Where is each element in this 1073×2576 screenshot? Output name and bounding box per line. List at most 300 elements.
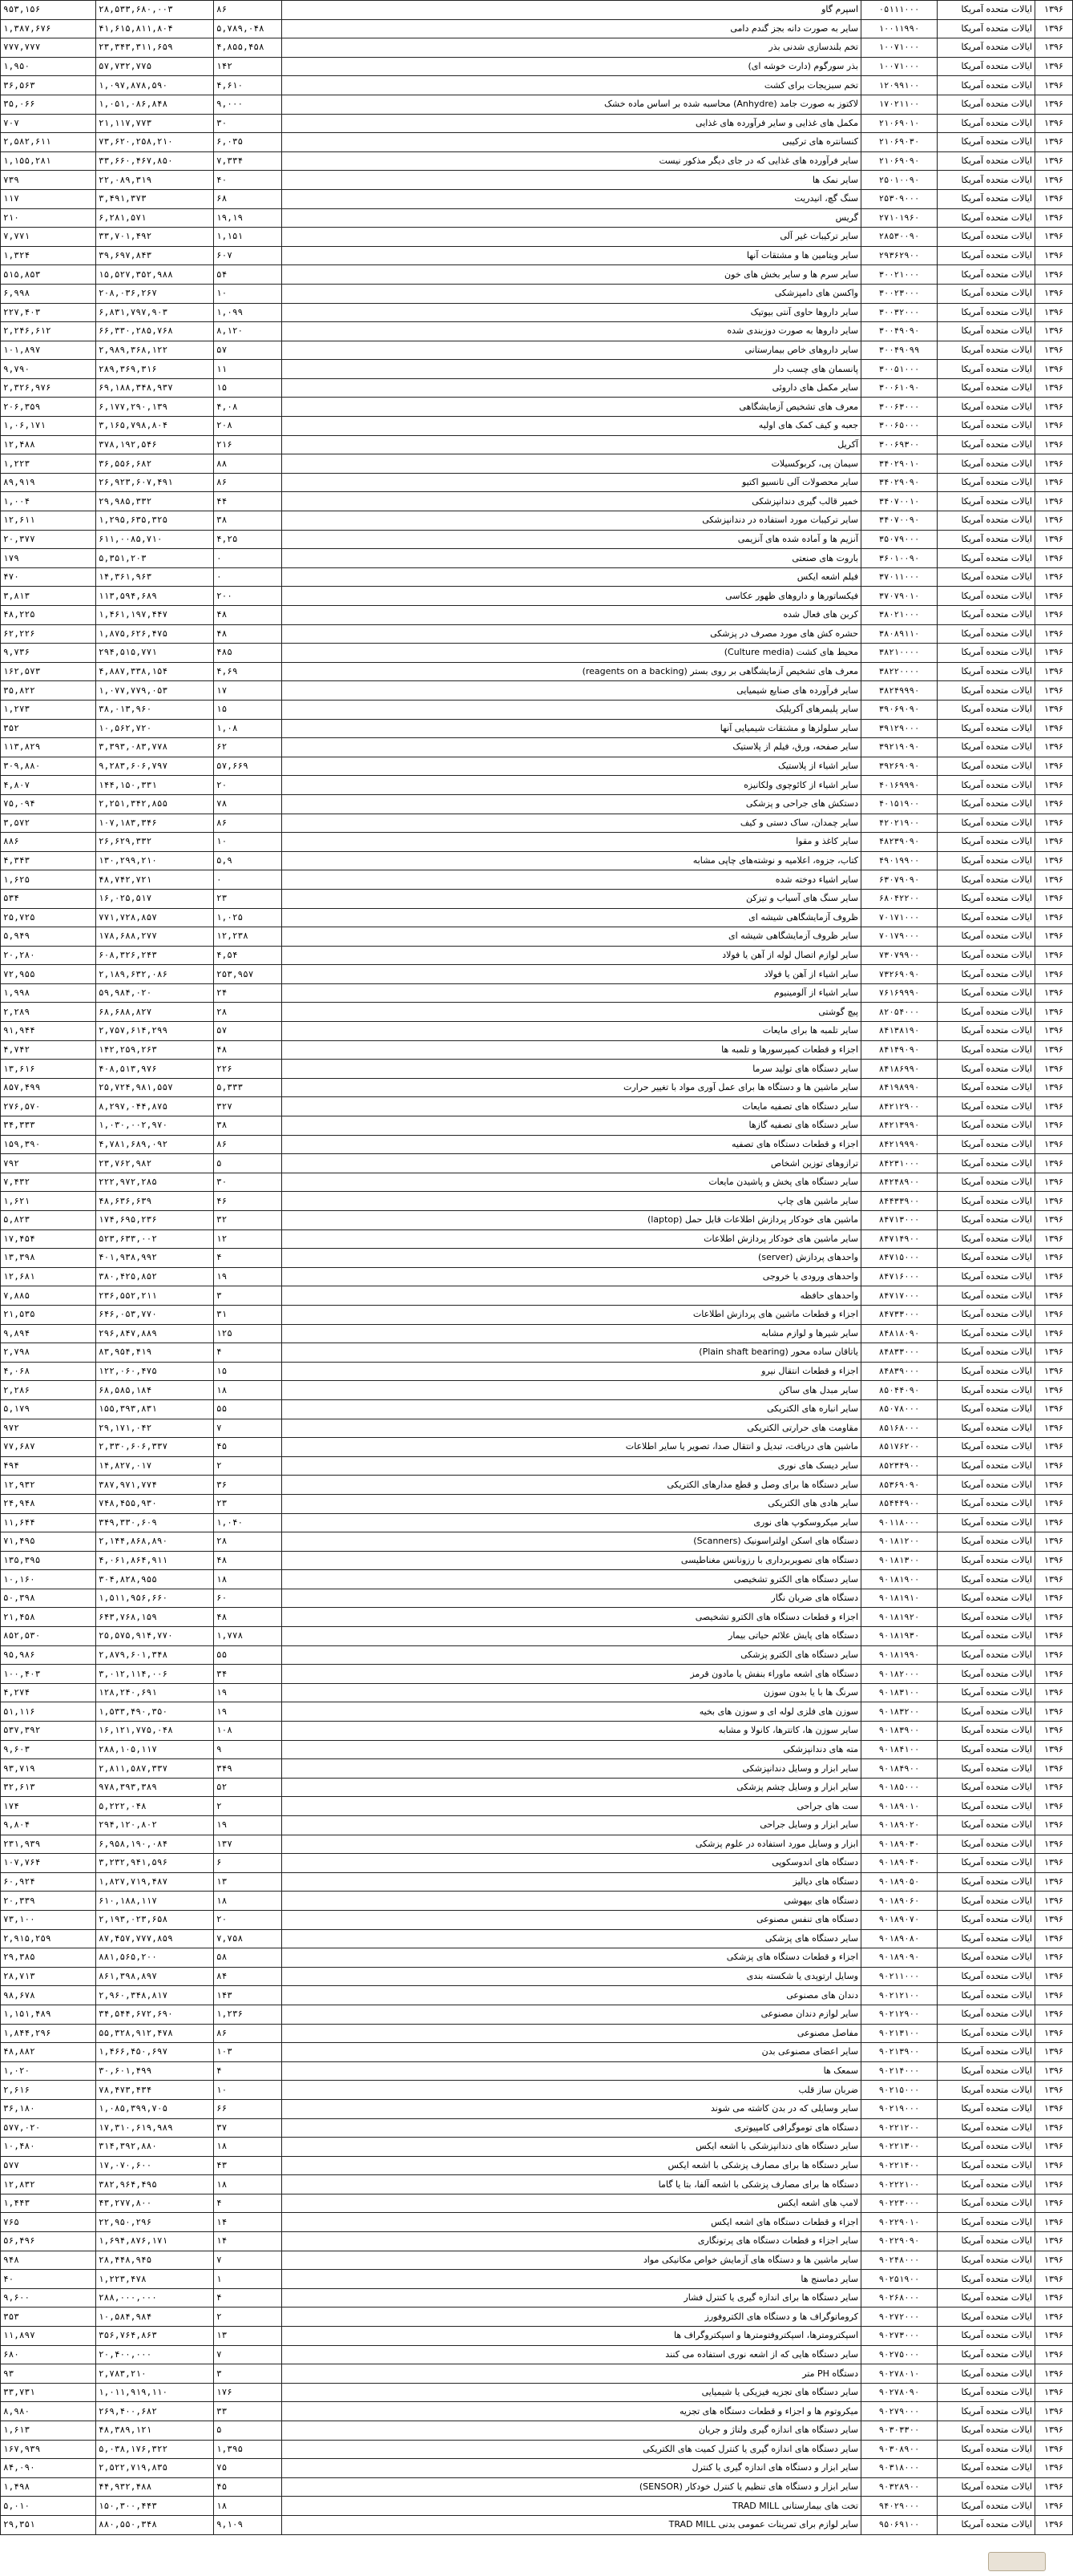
cell-value-rial[interactable]: ۲۵,۷۲۴,۹۸۱,۵۵۷ (96, 1078, 214, 1097)
cell-value-usd[interactable]: ۴,۷۴۲ (1, 1040, 96, 1060)
cell-weight[interactable]: ۲۰ (214, 776, 282, 795)
cell-description[interactable]: پانسمان های چسب دار (282, 360, 861, 379)
cell-year[interactable]: ۱۳۹۶ (1035, 2383, 1073, 2402)
cell-country[interactable]: ایالات متحده آمریکا (938, 1229, 1035, 1249)
cell-country[interactable]: ایالات متحده آمریکا (938, 1040, 1035, 1060)
cell-description[interactable]: لامپ های اشعه ایکس (282, 2194, 861, 2213)
cell-description[interactable]: سایر دستگاه ها برای اندازه گیری یا کنترل فشار (282, 2288, 861, 2307)
cell-weight[interactable]: ۱۸ (214, 1381, 282, 1400)
cell-description[interactable]: معرف های تشخیص آزمایشگاهی بر روی بستر (reagents on a backing) (282, 662, 861, 681)
cell-year[interactable]: ۱۳۹۶ (1035, 1513, 1073, 1532)
cell-weight[interactable]: ۱۵ (214, 378, 282, 398)
cell-year[interactable]: ۱۳۹۶ (1035, 2251, 1073, 2270)
cell-year[interactable]: ۱۳۹۶ (1035, 341, 1073, 360)
cell-value-usd[interactable]: ۵۰,۳۹۸ (1, 1589, 96, 1608)
cell-value-usd[interactable]: ۲۰۶,۳۵۹ (1, 398, 96, 417)
cell-country[interactable]: ایالات متحده آمریکا (938, 1967, 1035, 1986)
cell-tariff-code[interactable]: ۹۰۱۸۲۰۰۰ (861, 1665, 938, 1684)
cell-weight[interactable]: ۴۸۵ (214, 644, 282, 663)
cell-country[interactable]: ایالات متحده آمریکا (938, 870, 1035, 890)
cell-weight[interactable]: ۱,۲۳۶ (214, 2005, 282, 2024)
cell-value-rial[interactable]: ۸۸۰,۵۵۰,۳۴۸ (96, 2515, 214, 2534)
cell-tariff-code[interactable]: ۳۸۰۲۱۰۰۰ (861, 606, 938, 625)
cell-weight[interactable]: ۱۴ (214, 2213, 282, 2232)
cell-description[interactable]: حشره کش های مورد مصرف در پزشکی (282, 624, 861, 644)
cell-year[interactable]: ۱۳۹۶ (1035, 814, 1073, 833)
cell-description[interactable]: سایر ماشین ها و دستگاه های آزمایش خواص مکانیکی مواد (282, 2251, 861, 2270)
cell-year[interactable]: ۱۳۹۶ (1035, 1665, 1073, 1684)
cell-tariff-code[interactable]: ۸۴۸۱۸۰۹۰ (861, 1324, 938, 1343)
cell-country[interactable]: ایالات متحده آمریکا (938, 1419, 1035, 1438)
cell-weight[interactable]: ۴,۶۱۰ (214, 76, 282, 95)
cell-description[interactable]: سایر ابزار و وسایل چشم پزشکی (282, 1778, 861, 1797)
cell-year[interactable]: ۱۳۹۶ (1035, 1305, 1073, 1324)
cell-tariff-code[interactable]: ۹۰۲۶۸۰۰۰ (861, 2288, 938, 2307)
cell-tariff-code[interactable]: ۹۰۲۱۲۱۰۰ (861, 1986, 938, 2005)
cell-description[interactable]: اجزاء و قطعات دستگاه های الکترو تشخیصی (282, 1608, 861, 1627)
cell-tariff-code[interactable]: ۱۲۰۹۹۱۰۰ (861, 76, 938, 95)
cell-description[interactable]: فیلم اشعه ایکس (282, 567, 861, 587)
cell-value-usd[interactable]: ۱,۹۹۸ (1, 983, 96, 1003)
cell-weight[interactable]: ۳۴۹ (214, 1759, 282, 1779)
cell-weight[interactable]: ۱۴ (214, 2232, 282, 2251)
cell-value-rial[interactable]: ۱۴,۸۲۷,۰۱۷ (96, 1456, 214, 1476)
cell-value-usd[interactable]: ۷۵,۰۹۴ (1, 794, 96, 814)
cell-value-usd[interactable]: ۱,۶۱۳ (1, 2421, 96, 2441)
cell-year[interactable]: ۱۳۹۶ (1035, 1645, 1073, 1665)
cell-value-usd[interactable]: ۱۶۲,۵۷۳ (1, 662, 96, 681)
cell-description[interactable]: تخت های بیمارستانی TRAD MILL (282, 2497, 861, 2516)
cell-description[interactable]: باروت های صنعتی (282, 549, 861, 568)
cell-description[interactable]: سایر دستگاه های الکترو تشخیصی (282, 1570, 861, 1589)
cell-description[interactable]: سایر فرآورده های غذایی که در جای دیگر مذکور نیست (282, 151, 861, 171)
cell-weight[interactable]: ۳۱ (214, 1305, 282, 1324)
cell-weight[interactable]: ۱۸ (214, 2175, 282, 2194)
cell-year[interactable]: ۱۳۹۶ (1035, 2307, 1073, 2327)
cell-tariff-code[interactable]: ۹۰۲۲۲۱۰۰ (861, 2175, 938, 2194)
cell-value-usd[interactable]: ۶,۹۹۸ (1, 284, 96, 303)
cell-value-rial[interactable]: ۳,۰۱۲,۱۱۴,۰۰۶ (96, 1665, 214, 1684)
cell-value-rial[interactable]: ۱۷۴,۶۹۵,۲۳۶ (96, 1211, 214, 1230)
cell-value-usd[interactable]: ۱,۶۲۵ (1, 870, 96, 890)
cell-year[interactable]: ۱۳۹۶ (1035, 1078, 1073, 1097)
cell-weight[interactable]: ۵۷ (214, 341, 282, 360)
cell-description[interactable]: ماشین های دریافت، تبدیل و انتقال صدا، تصویر یا سایر اطلاعات (282, 1438, 861, 1457)
cell-weight[interactable]: ۱۲ (214, 1229, 282, 1249)
cell-description[interactable]: دستگاه های دیالیز (282, 1872, 861, 1892)
cell-value-rial[interactable]: ۲۳,۳۴۳,۳۱۱,۶۵۹ (96, 38, 214, 58)
cell-year[interactable]: ۱۳۹۶ (1035, 794, 1073, 814)
cell-tariff-code[interactable]: ۳۷۰۷۹۰۱۰ (861, 587, 938, 606)
cell-value-rial[interactable]: ۲,۹۸۹,۳۶۸,۱۲۲ (96, 341, 214, 360)
cell-country[interactable]: ایالات متحده آمریکا (938, 965, 1035, 984)
cell-weight[interactable]: ۲۳ (214, 889, 282, 908)
cell-value-usd[interactable]: ۲۰,۳۳۹ (1, 1892, 96, 1911)
cell-value-rial[interactable]: ۱۵۵,۳۹۳,۸۳۱ (96, 1399, 214, 1419)
cell-country[interactable]: ایالات متحده آمریکا (938, 1135, 1035, 1154)
cell-tariff-code[interactable]: ۳۴۰۷۰۰۱۰ (861, 492, 938, 511)
cell-value-rial[interactable]: ۱,۰۹۷,۸۷۸,۵۹۰ (96, 76, 214, 95)
cell-weight[interactable]: ۱۳۷ (214, 1835, 282, 1854)
cell-weight[interactable]: ۱۲,۲۳۸ (214, 927, 282, 947)
cell-value-rial[interactable]: ۲۲,۹۵۰,۲۹۶ (96, 2213, 214, 2232)
cell-description[interactable]: ترازوهای توزین اشخاص (282, 1154, 861, 1173)
cell-description[interactable]: سایر لوازم دندان مصنوعی (282, 2005, 861, 2024)
cell-tariff-code[interactable]: ۹۰۱۱۸۰۰۰ (861, 1513, 938, 1532)
cell-country[interactable]: ایالات متحده آمریکا (938, 851, 1035, 870)
cell-value-rial[interactable]: ۱۴,۳۶۱,۹۶۳ (96, 567, 214, 587)
cell-value-usd[interactable]: ۱۷۹ (1, 549, 96, 568)
cell-description[interactable]: آنزیم ها و آماده شده های آنزیمی (282, 530, 861, 549)
cell-description[interactable]: سایر اشیاء از پلاستیک (282, 757, 861, 776)
cell-weight[interactable]: ۴۶ (214, 1192, 282, 1211)
cell-year[interactable]: ۱۳۹۶ (1035, 606, 1073, 625)
cell-country[interactable]: ایالات متحده آمریکا (938, 700, 1035, 719)
cell-description[interactable]: واکسن های دامپزشکی (282, 284, 861, 303)
cell-tariff-code[interactable]: ۹۰۱۸۹۰۶۰ (861, 1892, 938, 1911)
cell-value-usd[interactable]: ۹,۶۰۰ (1, 2288, 96, 2307)
cell-country[interactable]: ایالات متحده آمریکا (938, 1740, 1035, 1759)
cell-country[interactable]: ایالات متحده آمریکا (938, 662, 1035, 681)
cell-value-usd[interactable]: ۱,۱۵۵,۲۸۱ (1, 151, 96, 171)
cell-country[interactable]: ایالات متحده آمریکا (938, 2081, 1035, 2100)
cell-description[interactable]: سایر هادی های الکتریکی (282, 1494, 861, 1513)
cell-value-rial[interactable]: ۷۸,۴۷۳,۴۳۴ (96, 2081, 214, 2100)
cell-tariff-code[interactable]: ۸۵۰۷۸۰۰۰ (861, 1399, 938, 1419)
cell-value-usd[interactable]: ۲۵,۷۲۵ (1, 908, 96, 927)
cell-value-rial[interactable]: ۸۶۱,۳۹۸,۸۹۷ (96, 1967, 214, 1986)
cell-weight[interactable]: ۵,۹ (214, 851, 282, 870)
cell-tariff-code[interactable]: ۳۶۰۱۰۰۹۰ (861, 549, 938, 568)
cell-value-rial[interactable]: ۶۸,۶۸۸,۸۲۷ (96, 1003, 214, 1022)
cell-year[interactable]: ۱۳۹۶ (1035, 1759, 1073, 1779)
cell-country[interactable]: ایالات متحده آمریکا (938, 1948, 1035, 1968)
cell-value-rial[interactable]: ۴۰۱,۹۳۸,۹۹۲ (96, 1249, 214, 1268)
cell-country[interactable]: ایالات متحده آمریکا (938, 2459, 1035, 2478)
cell-tariff-code[interactable]: ۹۰۲۲۳۰۰۰ (861, 2194, 938, 2213)
cell-value-usd[interactable]: ۲,۷۹۸ (1, 1343, 96, 1363)
cell-year[interactable]: ۱۳۹۶ (1035, 171, 1073, 190)
cell-country[interactable]: ایالات متحده آمریکا (938, 2043, 1035, 2062)
cell-value-usd[interactable]: ۹۳,۷۱۹ (1, 1759, 96, 1779)
cell-tariff-code[interactable]: ۸۴۴۳۳۹۰۰ (861, 1192, 938, 1211)
cell-value-usd[interactable]: ۲,۶۱۶ (1, 2081, 96, 2100)
cell-country[interactable]: ایالات متحده آمریکا (938, 1778, 1035, 1797)
cell-tariff-code[interactable]: ۸۴۱۹۸۹۹۰ (861, 1078, 938, 1097)
cell-country[interactable]: ایالات متحده آمریکا (938, 2156, 1035, 2175)
cell-value-usd[interactable]: ۷۰۷ (1, 114, 96, 133)
cell-value-rial[interactable]: ۲۶,۹۲۳,۶۰۷,۴۹۱ (96, 473, 214, 492)
cell-description[interactable]: مته های دندانپزشکی (282, 1740, 861, 1759)
cell-value-usd[interactable]: ۴,۳۴۳ (1, 851, 96, 870)
cell-weight[interactable]: ۲ (214, 1456, 282, 1476)
cell-description[interactable]: ماشین های خودکار پردازش اطلاعات قابل حمل (laptop) (282, 1211, 861, 1230)
cell-value-rial[interactable]: ۱۴۴,۱۵۰,۳۳۱ (96, 776, 214, 795)
cell-value-rial[interactable]: ۲۳۶,۵۵۲,۲۱۱ (96, 1286, 214, 1306)
cell-tariff-code[interactable]: ۹۰۳۲۸۹۰۰ (861, 2477, 938, 2497)
cell-value-usd[interactable]: ۷۱,۴۹۵ (1, 1532, 96, 1552)
cell-weight[interactable]: ۶۰ (214, 1589, 282, 1608)
cell-weight[interactable]: ۵۵ (214, 1645, 282, 1665)
cell-value-usd[interactable]: ۱۵۹,۳۹۰ (1, 1135, 96, 1154)
cell-value-usd[interactable]: ۸۵۷,۴۹۹ (1, 1078, 96, 1097)
cell-country[interactable]: ایالات متحده آمریکا (938, 946, 1035, 965)
cell-tariff-code[interactable]: ۹۰۱۸۳۱۰۰ (861, 1683, 938, 1702)
cell-description[interactable]: اسپکترومترها، اسپکتروفتومترها و اسپکتروگراف ها (282, 2327, 861, 2346)
cell-country[interactable]: ایالات متحده آمریکا (938, 19, 1035, 38)
cell-tariff-code[interactable]: ۸۴۷۱۵۰۰۰ (861, 1249, 938, 1268)
cell-value-rial[interactable]: ۳۸۷,۹۷۱,۷۷۴ (96, 1476, 214, 1495)
cell-weight[interactable]: ۹,۰۰۰ (214, 95, 282, 114)
cell-year[interactable]: ۱۳۹۶ (1035, 208, 1073, 228)
cell-country[interactable]: ایالات متحده آمریکا (938, 833, 1035, 852)
cell-value-usd[interactable]: ۱۳,۳۹۸ (1, 1249, 96, 1268)
cell-value-usd[interactable]: ۲۱۰ (1, 208, 96, 228)
cell-tariff-code[interactable]: ۹۵۰۶۹۱۰۰ (861, 2515, 938, 2534)
cell-value-rial[interactable]: ۱۴۲,۲۵۹,۲۶۳ (96, 1040, 214, 1060)
cell-tariff-code[interactable]: ۹۰۳۰۳۳۰۰ (861, 2421, 938, 2441)
cell-year[interactable]: ۱۳۹۶ (1035, 2515, 1073, 2534)
cell-description[interactable]: سایر داروها به صورت دوزبندی شده (282, 322, 861, 341)
cell-tariff-code[interactable]: ۲۱۰۶۹۰۳۰ (861, 133, 938, 152)
cell-weight[interactable]: ۱,۰۸ (214, 719, 282, 738)
cell-weight[interactable]: ۵,۳۳۳ (214, 1078, 282, 1097)
cell-tariff-code[interactable]: ۹۰۱۸۹۰۱۰ (861, 1797, 938, 1816)
cell-description[interactable]: اجزاء و قطعات دستگاه های اشعه ایکس (282, 2213, 861, 2232)
cell-year[interactable]: ۱۳۹۶ (1035, 908, 1073, 927)
cell-weight[interactable]: ۹ (214, 1740, 282, 1759)
cell-year[interactable]: ۱۳۹۶ (1035, 1343, 1073, 1363)
cell-year[interactable]: ۱۳۹۶ (1035, 1683, 1073, 1702)
cell-tariff-code[interactable]: ۸۴۱۳۸۱۹۰ (861, 1022, 938, 1041)
cell-weight[interactable]: ۵ (214, 1154, 282, 1173)
cell-value-usd[interactable]: ۷۷,۶۸۷ (1, 1438, 96, 1457)
cell-value-usd[interactable]: ۳۵,۸۲۲ (1, 681, 96, 701)
cell-tariff-code[interactable]: ۷۳۲۶۹۰۹۰ (861, 965, 938, 984)
cell-year[interactable]: ۱۳۹۶ (1035, 738, 1073, 757)
cell-year[interactable]: ۱۳۹۶ (1035, 2213, 1073, 2232)
cell-country[interactable]: ایالات متحده آمریکا (938, 549, 1035, 568)
cell-description[interactable]: سایر دستگاه هایی که از اشعه نوری استفاده می کنند (282, 2345, 861, 2364)
cell-country[interactable]: ایالات متحده آمریکا (938, 1381, 1035, 1400)
cell-value-rial[interactable]: ۳۶,۵۵۶,۶۸۲ (96, 454, 214, 474)
cell-description[interactable]: سایر دستگاه های پخش و پاشیدن مایعات (282, 1173, 861, 1192)
cell-year[interactable]: ۱۳۹۶ (1035, 2061, 1073, 2081)
cell-value-usd[interactable]: ۱۱۳,۸۲۹ (1, 738, 96, 757)
cell-country[interactable]: ایالات متحده آمریکا (938, 2061, 1035, 2081)
cell-description[interactable]: اجزاء و قطعات دستگاه های تصفیه (282, 1135, 861, 1154)
cell-year[interactable]: ۱۳۹۶ (1035, 398, 1073, 417)
cell-country[interactable]: ایالات متحده آمریکا (938, 511, 1035, 531)
cell-value-usd[interactable]: ۹,۸۹۴ (1, 1324, 96, 1343)
cell-value-usd[interactable]: ۴۰ (1, 2270, 96, 2289)
cell-value-rial[interactable]: ۶۱۱,۰۰۸۵,۷۱۰ (96, 530, 214, 549)
cell-weight[interactable]: ۱۷۶ (214, 2383, 282, 2402)
cell-year[interactable]: ۱۳۹۶ (1035, 1324, 1073, 1343)
cell-tariff-code[interactable]: ۹۰۲۲۱۲۰۰ (861, 2118, 938, 2138)
cell-tariff-code[interactable]: ۹۰۲۱۹۰۰۰ (861, 2099, 938, 2118)
cell-tariff-code[interactable]: ۸۴۷۳۳۰۰۰ (861, 1305, 938, 1324)
cell-year[interactable]: ۱۳۹۶ (1035, 1456, 1073, 1476)
cell-weight[interactable]: ۵,۷۸۹,۰۴۸ (214, 19, 282, 38)
cell-value-rial[interactable]: ۱,۰۱۱,۹۱۹,۱۱۰ (96, 2383, 214, 2402)
cell-weight[interactable]: ۱۰۳ (214, 2043, 282, 2062)
cell-year[interactable]: ۱۳۹۶ (1035, 284, 1073, 303)
cell-country[interactable]: ایالات متحده آمریکا (938, 492, 1035, 511)
cell-value-usd[interactable]: ۹,۷۹۰ (1, 360, 96, 379)
cell-weight[interactable]: ۳۸ (214, 1116, 282, 1136)
cell-year[interactable]: ۱۳۹۶ (1035, 1589, 1073, 1608)
cell-year[interactable]: ۱۳۹۶ (1035, 1986, 1073, 2005)
cell-weight[interactable]: ۷ (214, 1419, 282, 1438)
cell-year[interactable]: ۱۳۹۶ (1035, 1948, 1073, 1968)
cell-weight[interactable]: ۱۱ (214, 360, 282, 379)
cell-tariff-code[interactable]: ۹۰۲۲۹۰۱۰ (861, 2213, 938, 2232)
cell-value-rial[interactable]: ۱,۵۳۳,۴۹۰,۳۵۰ (96, 1702, 214, 1722)
cell-weight[interactable]: ۷۸ (214, 794, 282, 814)
cell-description[interactable]: سایر ترکیبات مورد استفاده در دندانپزشکی (282, 511, 861, 531)
cell-year[interactable]: ۱۳۹۶ (1035, 2175, 1073, 2194)
cell-weight[interactable]: ۱۸ (214, 1570, 282, 1589)
cell-value-usd[interactable]: ۱,۰۰۴ (1, 492, 96, 511)
cell-description[interactable]: سوزن های فلزی لوله ای و سوزن های بخیه (282, 1702, 861, 1722)
cell-country[interactable]: ایالات متحده آمریکا (938, 473, 1035, 492)
cell-country[interactable]: ایالات متحده آمریکا (938, 2421, 1035, 2441)
cell-value-rial[interactable]: ۴,۰۶۱,۸۶۴,۹۱۱ (96, 1551, 214, 1570)
cell-weight[interactable]: ۴۸ (214, 606, 282, 625)
cell-country[interactable]: ایالات متحده آمریکا (938, 417, 1035, 436)
cell-tariff-code[interactable]: ۹۰۱۸۴۹۰۰ (861, 1759, 938, 1779)
cell-value-usd[interactable]: ۳۰۹,۸۸۰ (1, 757, 96, 776)
cell-value-rial[interactable]: ۲۳,۷۶۲,۹۸۲ (96, 1154, 214, 1173)
cell-description[interactable]: دستگاه های ضربان نگار (282, 1589, 861, 1608)
cell-description[interactable]: سایر اعضای مصنوعی بدن (282, 2043, 861, 2062)
cell-weight[interactable]: ۳۸ (214, 511, 282, 531)
cell-value-usd[interactable]: ۴,۲۷۴ (1, 1683, 96, 1702)
cell-weight[interactable]: ۱۹ (214, 1267, 282, 1286)
cell-country[interactable]: ایالات متحده آمریکا (938, 1173, 1035, 1192)
cell-weight[interactable]: ۱۰ (214, 833, 282, 852)
cell-tariff-code[interactable]: ۸۴۷۱۷۰۰۰ (861, 1286, 938, 1306)
cell-value-usd[interactable]: ۹۵۳,۱۵۶ (1, 1, 96, 20)
cell-tariff-code[interactable]: ۹۰۱۸۵۰۰۰ (861, 1778, 938, 1797)
cell-value-rial[interactable]: ۲,۳۳۰,۶۰۶,۳۳۷ (96, 1438, 214, 1457)
cell-value-rial[interactable]: ۲,۷۵۷,۶۱۴,۲۹۹ (96, 1022, 214, 1041)
cell-weight[interactable]: ۶ (214, 1854, 282, 1873)
cell-value-usd[interactable]: ۵۱۵,۸۵۳ (1, 265, 96, 285)
cell-tariff-code[interactable]: ۸۴۲۱۲۹۰۰ (861, 1097, 938, 1116)
cell-year[interactable]: ۱۳۹۶ (1035, 1551, 1073, 1570)
cell-value-rial[interactable]: ۲,۱۴۴,۸۶۸,۸۹۰ (96, 1532, 214, 1552)
cell-value-usd[interactable]: ۱۳۵,۳۹۵ (1, 1551, 96, 1570)
cell-country[interactable]: ایالات متحده آمریکا (938, 927, 1035, 947)
cell-weight[interactable]: ۴,۰۸ (214, 398, 282, 417)
cell-value-usd[interactable]: ۵۷۷ (1, 2156, 96, 2175)
cell-country[interactable]: ایالات متحده آمریکا (938, 1513, 1035, 1532)
cell-value-usd[interactable]: ۲۹,۳۸۵ (1, 1948, 96, 1968)
cell-weight[interactable]: ۵۸ (214, 1948, 282, 1968)
cell-tariff-code[interactable]: ۹۰۲۱۳۱۰۰ (861, 2024, 938, 2043)
cell-value-usd[interactable]: ۱۳,۶۱۶ (1, 1060, 96, 1079)
cell-value-rial[interactable]: ۱۶,۰۲۵,۵۱۷ (96, 889, 214, 908)
cell-value-usd[interactable]: ۳۴,۳۳۳ (1, 1116, 96, 1136)
cell-year[interactable]: ۱۳۹۶ (1035, 57, 1073, 76)
cell-value-rial[interactable]: ۱,۴۶۶,۴۵۰,۶۹۷ (96, 2043, 214, 2062)
cell-value-rial[interactable]: ۳۰۴,۸۲۸,۹۵۵ (96, 1570, 214, 1589)
cell-country[interactable]: ایالات متحده آمریکا (938, 1627, 1035, 1646)
cell-year[interactable]: ۱۳۹۶ (1035, 757, 1073, 776)
cell-value-rial[interactable]: ۵۵,۳۲۸,۹۱۲,۴۷۸ (96, 2024, 214, 2043)
cell-description[interactable]: سایر لوازم برای تمرینات عمومی بدنی TRAD MILL (282, 2515, 861, 2534)
cell-tariff-code[interactable]: ۹۰۱۸۱۳۰۰ (861, 1551, 938, 1570)
cell-tariff-code[interactable]: ۲۵۳۰۹۰۰۰ (861, 189, 938, 208)
cell-value-rial[interactable]: ۶۶,۳۳۰,۲۸۵,۷۶۸ (96, 322, 214, 341)
cell-value-rial[interactable]: ۴۴,۹۳۲,۴۸۸ (96, 2477, 214, 2497)
cell-value-rial[interactable]: ۶۱۰,۱۸۸,۱۱۷ (96, 1892, 214, 1911)
cell-year[interactable]: ۱۳۹۶ (1035, 228, 1073, 247)
cell-value-usd[interactable]: ۲,۹۱۵,۲۵۹ (1, 1929, 96, 1948)
cell-country[interactable]: ایالات متحده آمریکا (938, 2251, 1035, 2270)
cell-tariff-code[interactable]: ۹۰۲۷۸۰۱۰ (861, 2364, 938, 2384)
cell-value-rial[interactable]: ۱۷,۰۷۰,۶۰۰ (96, 2156, 214, 2175)
cell-weight[interactable]: ۱۰۸ (214, 1722, 282, 1741)
cell-value-rial[interactable]: ۲۸۹,۳۶۹,۳۱۶ (96, 360, 214, 379)
cell-description[interactable]: سایر میکروسکوپ های نوری (282, 1513, 861, 1532)
cell-value-rial[interactable]: ۴,۷۸۱,۶۸۹,۰۹۲ (96, 1135, 214, 1154)
cell-value-rial[interactable]: ۲۹۴,۵۱۵,۷۷۱ (96, 644, 214, 663)
cell-weight[interactable]: ۴,۸۵۵,۴۵۸ (214, 38, 282, 58)
cell-description[interactable]: جعبه و کیف کمک های اولیه (282, 417, 861, 436)
cell-value-rial[interactable]: ۲۲۲,۹۷۲,۲۸۵ (96, 1173, 214, 1192)
cell-year[interactable]: ۱۳۹۶ (1035, 1381, 1073, 1400)
cell-tariff-code[interactable]: ۳۸۰۸۹۱۱۰ (861, 624, 938, 644)
cell-tariff-code[interactable]: ۷۶۱۶۹۹۹۰ (861, 983, 938, 1003)
cell-tariff-code[interactable]: ۹۰۱۸۴۱۰۰ (861, 1740, 938, 1759)
cell-weight[interactable]: ۲۰۸ (214, 417, 282, 436)
cell-country[interactable]: ایالات متحده آمریکا (938, 1116, 1035, 1136)
cell-value-usd[interactable]: ۱,۳۲۴ (1, 246, 96, 265)
cell-weight[interactable]: ۴,۲۵ (214, 530, 282, 549)
cell-weight[interactable]: ۷,۳۳۴ (214, 151, 282, 171)
cell-tariff-code[interactable]: ۳۰۰۳۲۰۰۰ (861, 303, 938, 322)
cell-country[interactable]: ایالات متحده آمریکا (938, 1060, 1035, 1079)
cell-description[interactable]: تخم بلندسازی شدنی بذر (282, 38, 861, 58)
cell-value-usd[interactable]: ۱۷۴ (1, 1797, 96, 1816)
cell-year[interactable]: ۱۳۹۶ (1035, 587, 1073, 606)
cell-description[interactable]: سایر سوزن ها، کاتترها، کانولا و مشابه (282, 1722, 861, 1741)
cell-description[interactable]: سایر وسایلی که در بدن کاشته می شوند (282, 2099, 861, 2118)
cell-value-usd[interactable]: ۱,۴۴۳ (1, 2194, 96, 2213)
cell-tariff-code[interactable]: ۴۰۱۵۱۹۰۰ (861, 794, 938, 814)
cell-description[interactable]: سایر اجزاء و قطعات دستگاه های پرتونگاری (282, 2232, 861, 2251)
cell-description[interactable]: سایر به صورت دانه بجز گندم دامی (282, 19, 861, 38)
cell-value-rial[interactable]: ۲,۱۸۹,۶۳۲,۰۸۶ (96, 965, 214, 984)
cell-value-usd[interactable]: ۲,۲۴۶,۶۱۲ (1, 322, 96, 341)
cell-value-usd[interactable]: ۴۸,۲۲۵ (1, 606, 96, 625)
cell-weight[interactable]: ۶۸ (214, 189, 282, 208)
cell-tariff-code[interactable]: ۹۰۲۷۵۰۰۰ (861, 2345, 938, 2364)
cell-country[interactable]: ایالات متحده آمریکا (938, 2402, 1035, 2421)
cell-description[interactable]: سایر ماشین های چاپ (282, 1192, 861, 1211)
cell-country[interactable]: ایالات متحده آمریکا (938, 2270, 1035, 2289)
cell-weight[interactable]: ۱۹,۱۹ (214, 208, 282, 228)
cell-value-rial[interactable]: ۱,۰۵۱,۰۸۶,۸۴۸ (96, 95, 214, 114)
cell-country[interactable]: ایالات متحده آمریکا (938, 2477, 1035, 2497)
cell-country[interactable]: ایالات متحده آمریکا (938, 1835, 1035, 1854)
cell-year[interactable]: ۱۳۹۶ (1035, 1438, 1073, 1457)
cell-year[interactable]: ۱۳۹۶ (1035, 2099, 1073, 2118)
cell-country[interactable]: ایالات متحده آمریکا (938, 1872, 1035, 1892)
